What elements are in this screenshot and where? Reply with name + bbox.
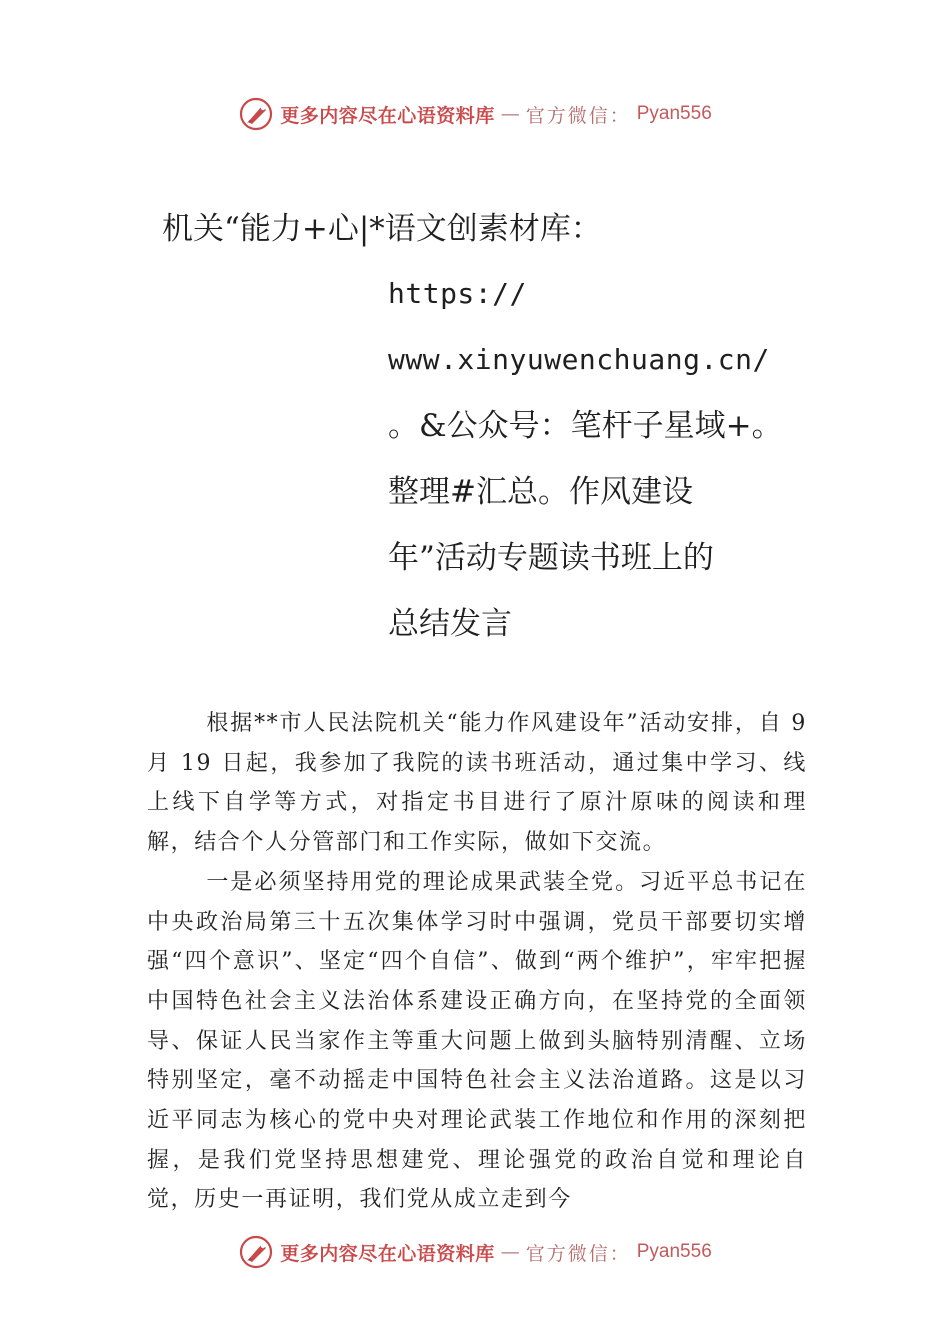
banner-brand-text: 更多内容尽在心语资料库 <box>280 104 495 127</box>
banner-wechat-id: Pyan556 <box>636 103 712 124</box>
banner-wechat-label: 官方微信： <box>525 104 631 127</box>
pen-nib-logo-icon <box>238 1234 274 1270</box>
banner-dash: — <box>500 103 520 125</box>
title-line-7: 总结发言 <box>388 606 512 642</box>
title-line-5: 整理#汇总。作风建设 <box>388 474 693 510</box>
body-paragraph-2: 一是必须坚持用党的理论成果武装全党。习近平总书记在中央政治局第三十五次集体学习时中强调，党员干部要切实增强“四个意识”、坚定“四个自信”、做到“两个维护”，牢牢把握中国特色社会主义法治体系建设正确方向，在坚持党的全面领导、保证人民当家作主等重大问题上做到头脑特别清醒、立场特别坚定，毫不动摇走中国特色社会主义法治道路。这是以习近平同志为核心的党中央对理论武装工作地位和作用的深刻把握，是我们党坚持思想建党、理论强党的政治自觉和理论自觉，历史一再证明，我们党从成立走到今 <box>147 869 807 1213</box>
banner-wechat-id: Pyan556 <box>636 1241 712 1262</box>
banner-brand-text: 更多内容尽在心语资料库 <box>280 1242 495 1265</box>
title-line-6: 年”活动专题读书班上的 <box>388 540 714 576</box>
footer-banner <box>0 1232 950 1272</box>
banner-wechat-label: 官方微信： <box>525 1242 631 1265</box>
banner-dash: — <box>500 1241 520 1263</box>
title-line-2: https:// <box>388 277 527 310</box>
title-line-4: 。&公众号：笔杆子星域+。 <box>388 408 783 444</box>
title-line-1: 机关“能力+心|*语文创素材库： <box>162 211 602 247</box>
title-line-3: www.xinyuwenchuang.cn/ <box>388 343 770 376</box>
document-body <box>147 704 807 1220</box>
pen-nib-logo-icon <box>238 96 274 132</box>
title-block <box>388 270 828 666</box>
body-paragraph-1: 根据**市人民法院机关“能力作风建设年”活动安排，自 9 月 19 日起，我参加了我院的读书班活动，通过集中学习、线上线下自学等方式，对指定书目进行了原汁原味的阅读和理解，结合个人分管部门和工作实际，做如下交流。 <box>147 711 807 856</box>
header-banner <box>0 94 950 134</box>
